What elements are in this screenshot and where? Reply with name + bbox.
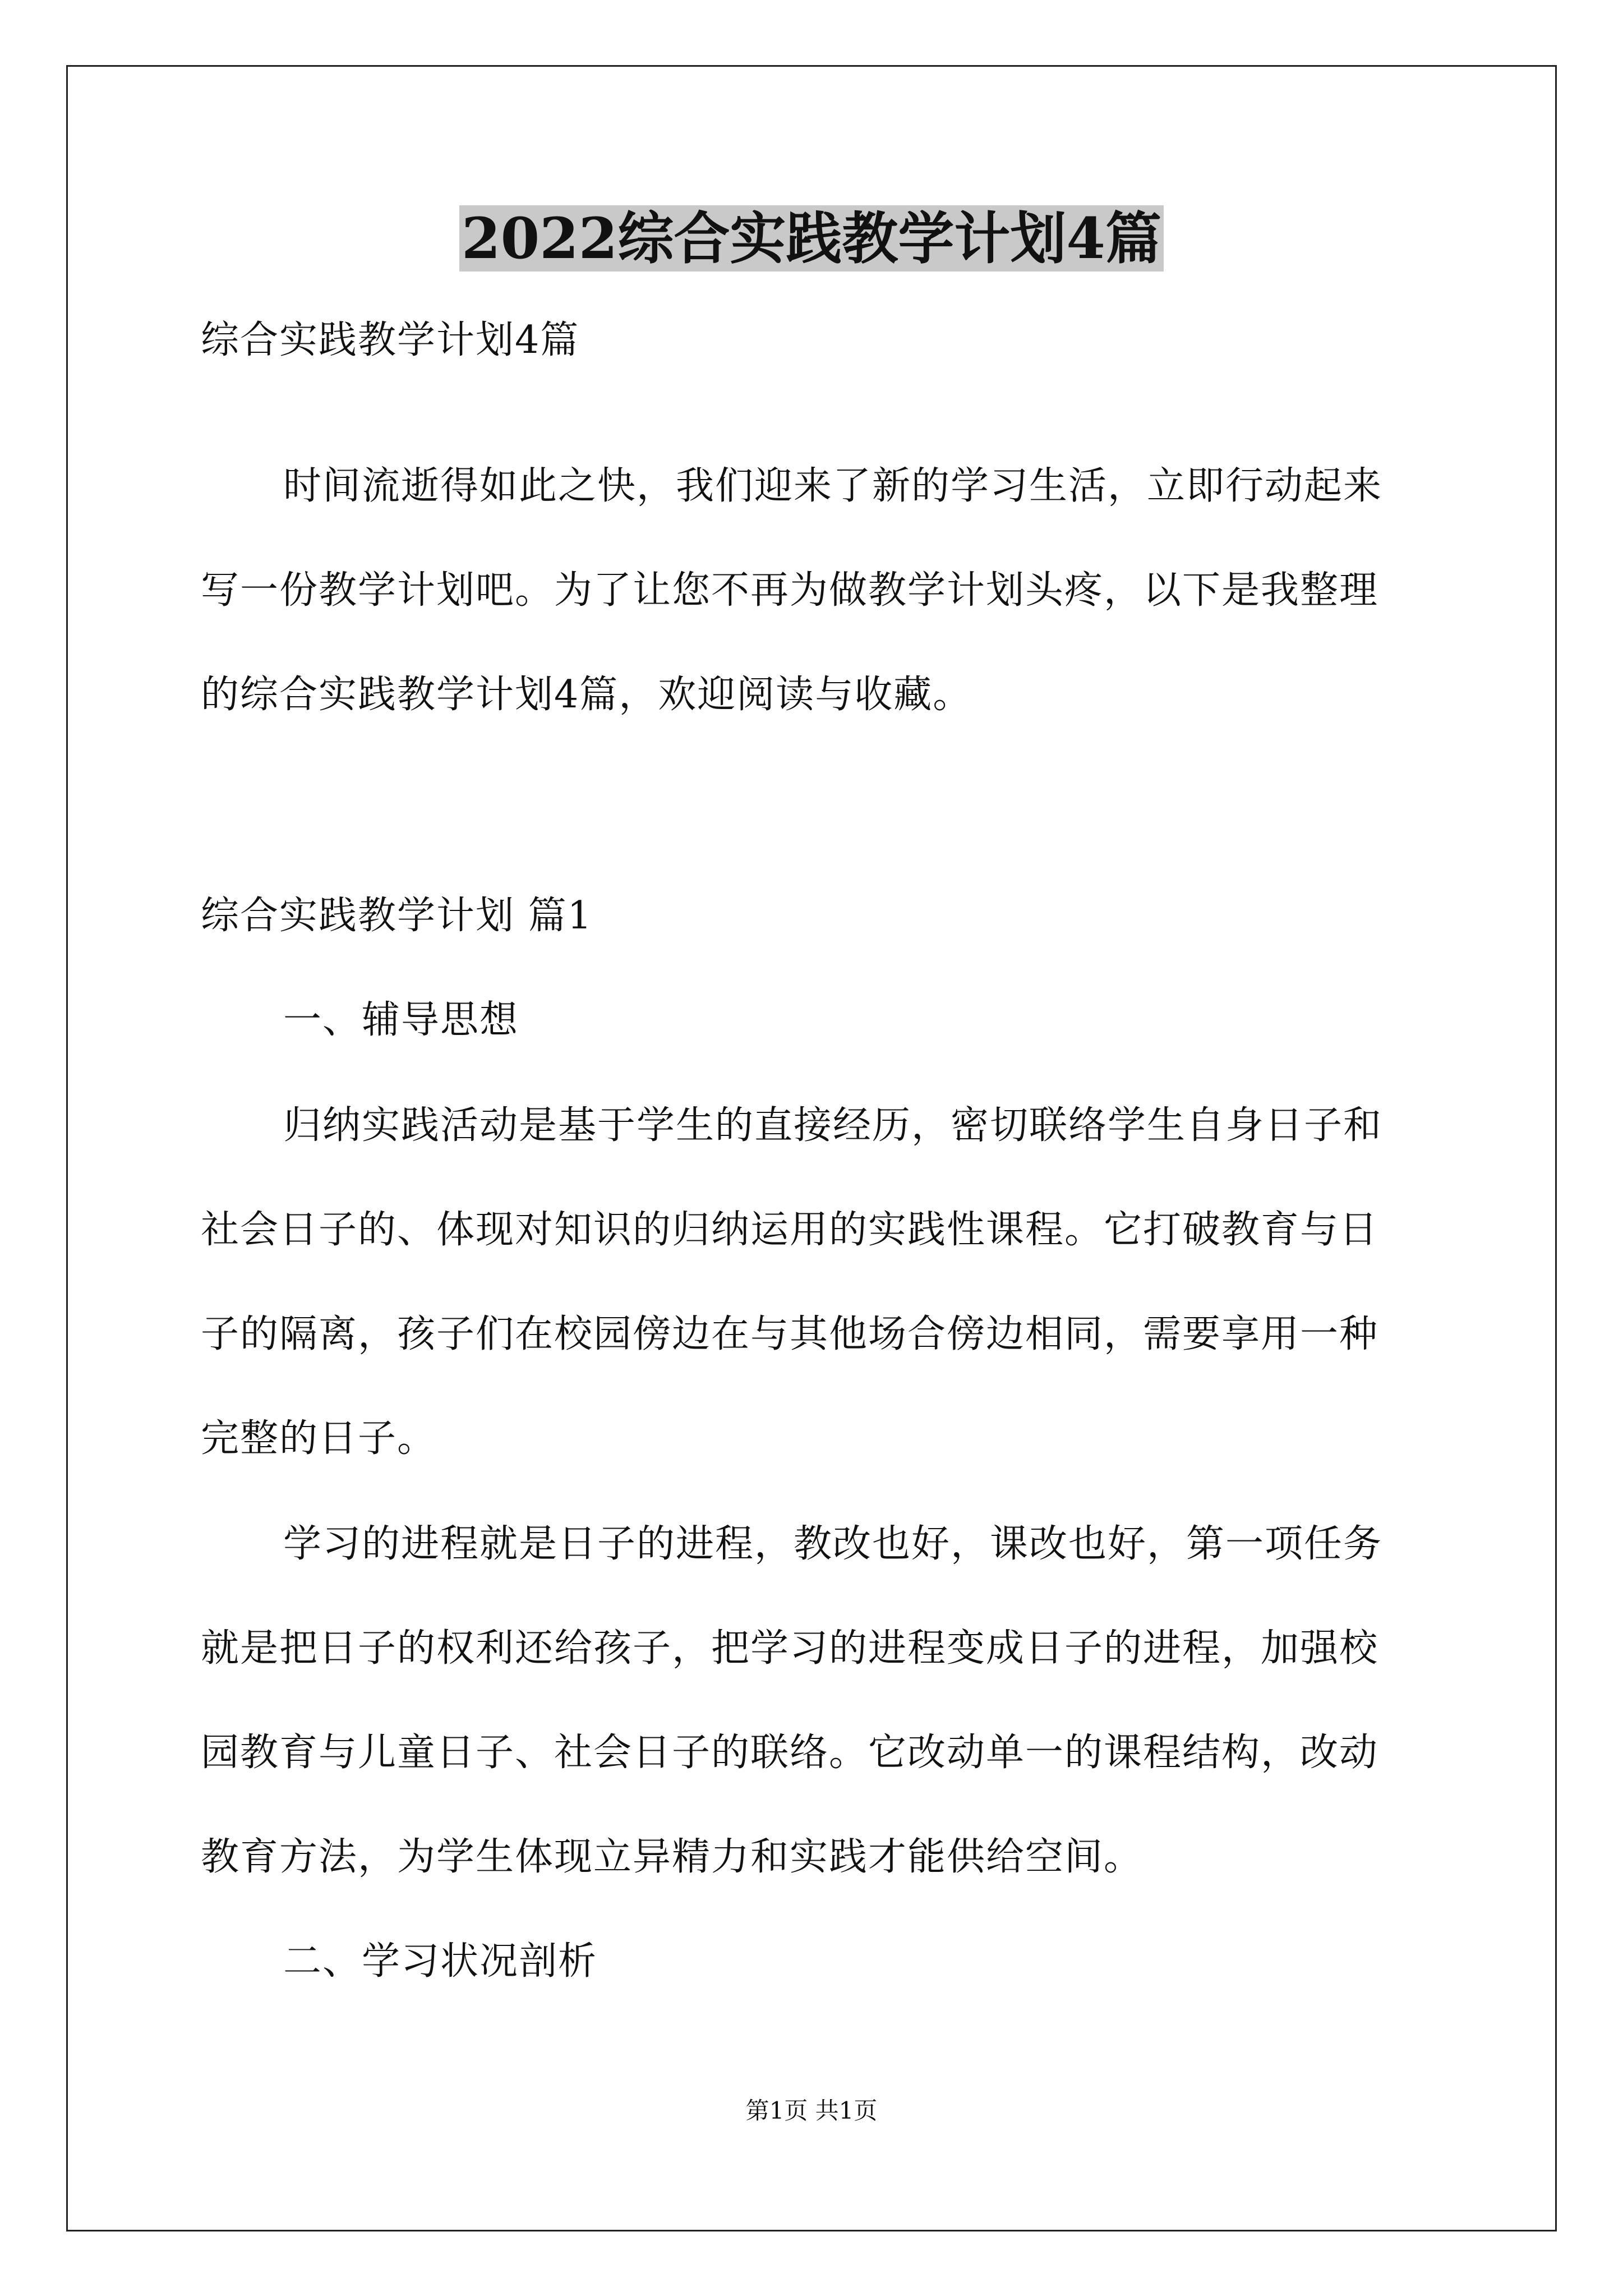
paragraph-1-line-4: 完整的日子。: [201, 1416, 437, 1461]
paragraph-2-line-3: 园教育与儿童日子、社会日子的联络。它改动单一的课程结构，改动: [201, 1731, 1379, 1775]
intro-line-1: 时间流逝得如此之快，我们迎来了新的学习生活，立即行动起来: [283, 464, 1383, 508]
heading-learning-analysis: 二、学习状况剖析: [283, 1939, 598, 1984]
page-number: 第1页 共1页: [745, 2097, 878, 2124]
paragraph-2-line-4: 教育方法，为学生体现立异精力和实践才能供给空间。: [201, 1835, 1144, 1879]
intro-line-3: 的综合实践教学计划4篇，欢迎阅读与收藏。: [201, 673, 972, 717]
paragraph-1-line-3: 子的隔离，孩子们在校园傍边在与其他场合傍边相同，需要享用一种: [201, 1312, 1379, 1356]
paragraph-2-line-2: 就是把日子的权利还给孩子，把学习的进程变成日子的进程，加强校: [201, 1626, 1379, 1671]
document-subtitle: 综合实践教学计划4篇: [201, 318, 580, 362]
heading-guiding-thought: 一、辅导思想: [283, 998, 519, 1042]
paragraph-1-line-1: 归纳实践活动是基于学生的直接经历，密切联络学生自身日子和: [283, 1103, 1383, 1148]
intro-line-2: 写一份教学计划吧。为了让您不再为做教学计划头疼，以下是我整理: [201, 568, 1379, 613]
paragraph-1-line-2: 社会日子的、体现对知识的归纳运用的实践性课程。它打破教育与日: [201, 1208, 1379, 1252]
section-heading: 综合实践教学计划 篇1: [201, 894, 593, 938]
document-title: 2022综合实践教学计划4篇: [0, 202, 1623, 275]
paragraph-2-line-1: 学习的进程就是日子的进程，教改也好，课改也好，第一项任务: [283, 1522, 1383, 1566]
